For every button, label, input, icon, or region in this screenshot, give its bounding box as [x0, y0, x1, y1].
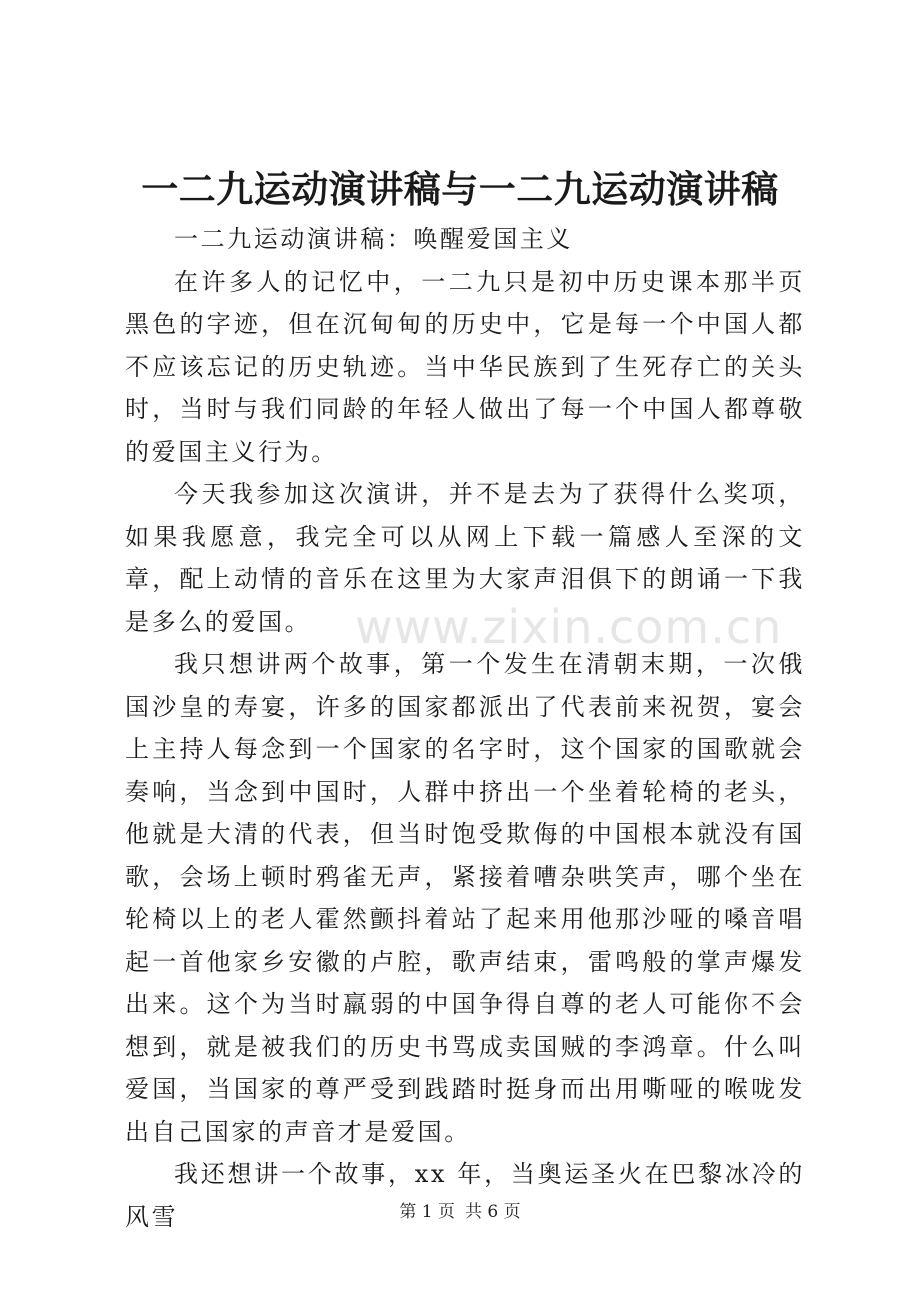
body-paragraph-1: 在许多人的记忆中，一二九只是初中历史课本那半页黑色的字迹，但在沉甸甸的历史中，它是每一个中国人都不应该忘记的历史轨迹。当中华民族到了生死存亡的关头时，当时与我们同龄的年轻人做出了每一个中国人都尊敬的爱国主义行为。	[125, 267, 805, 466]
page-total: 共 6 页	[465, 1202, 521, 1222]
page-footer	[0, 1200, 920, 1224]
watermark: www.zixin.com.cn	[355, 600, 783, 654]
document-title: 一二九运动演讲稿与一二九运动演讲稿	[141, 167, 779, 211]
body-paragraph-3: 我只想讲两个故事，第一个发生在清朝末期，一次俄国沙皇的寿宴，许多的国家都派出了代表前来祝贺，宴会上主持人每念到一个国家的名字时，这个国家的国歌就会奏响，当念到中国时，人群中挤出一个坐着轮椅的老头，他就是大清的代表，但当时饱受欺侮的中国根本就没有国歌，会场上顿时鸦雀无声，紧接着嘈杂哄笑声，哪个坐在轮椅以上的老人霍然颤抖着站了起来用他那沙哑的嗓音唱起一首他家乡安徽的卢腔，歌声结束，雷鸣般的掌声爆发出来。这个为当时羸弱的中国争得自尊的老人可能你不会想到，就是被我们的历史书骂成卖国贼的李鸿章。什么叫爱国，当国家的尊严受到践踏时挺身而出用嘶哑的喉咙发出自己国家的声音才是爱国。	[125, 650, 805, 1146]
subtitle-paragraph: 一二九运动演讲稿：唤醒爱国主义	[174, 225, 573, 253]
body-paragraph-4: 我还想讲一个故事，xx 年，当奥运圣火在巴黎冰冷的风雪	[125, 1160, 805, 1231]
body-paragraph-2: 今天我参加这次演讲，并不是去为了获得什么奖项，如果我愿意，我完全可以从网上下载一篇感人至深的文章，配上动情的音乐在这里为大家声泪俱下的朗诵一下我是多么的爱国。	[125, 480, 805, 636]
document-body	[125, 218, 805, 1238]
page-number: 第 1 页	[399, 1202, 455, 1222]
